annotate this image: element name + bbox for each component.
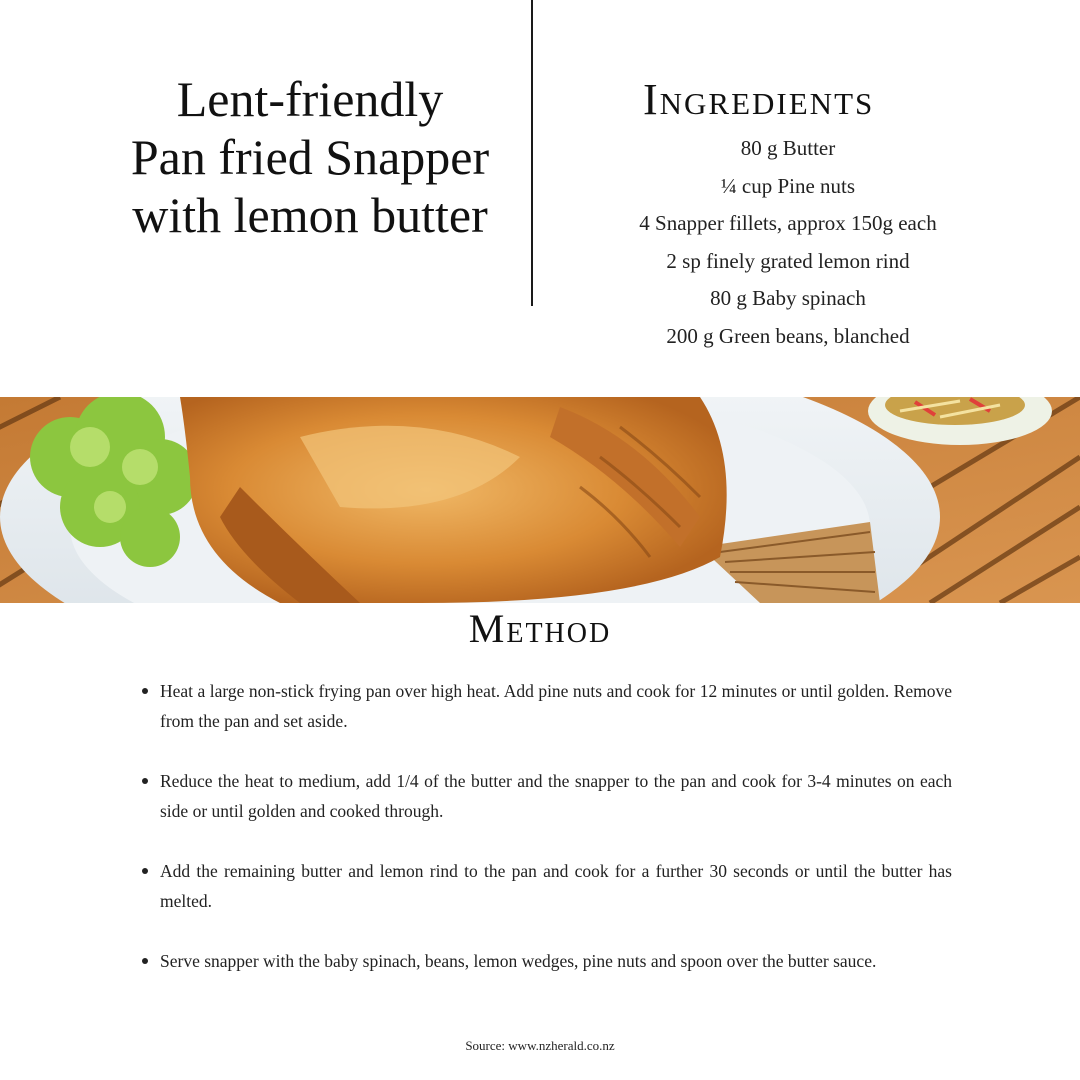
- ingredient-item: 80 g Baby spinach: [710, 286, 866, 311]
- vertical-divider: [531, 0, 533, 306]
- ingredient-item: ¼ cup Pine nuts: [720, 173, 856, 198]
- method-step: Reduce the heat to medium, add 1/4 of the butter and the snapper to the pan and cook for 3-4 minutes on each side or until golden and cooked through.: [160, 766, 952, 826]
- ingredient-item: 80 g Butter: [740, 136, 836, 160]
- method-steps-list: [160, 676, 952, 976]
- recipe-title: [60, 70, 560, 244]
- method-step: Add the remaining butter and lemon rind to the pan and cook for a further 30 seconds or until the butter has melted.: [160, 856, 952, 916]
- ingredient-item: 200 g Green beans, blanched: [666, 323, 910, 348]
- method-heading: Method: [468, 606, 612, 651]
- ingredients-heading: Ingredients: [643, 75, 875, 124]
- ingredient-item: 2 sp finely grated lemon rind: [666, 248, 910, 273]
- fried-snapper-photo: [0, 397, 1080, 603]
- method-step: Heat a large non-stick frying pan over high heat. Add pine nuts and cook for 12 minutes or until golden. Remove from the pan and set aside.: [160, 676, 952, 736]
- recipe-title-line-3: with lemon butter: [132, 187, 488, 243]
- ingredients-list: [588, 130, 988, 356]
- ingredient-item: 4 Snapper fillets, approx 150g each: [639, 211, 937, 236]
- method-step: Serve snapper with the baby spinach, beans, lemon wedges, pine nuts and spoon over the butter sauce.: [160, 946, 952, 976]
- recipe-title-line-1: Lent-friendly: [176, 71, 444, 127]
- source-credit: Source: www.nzherald.co.nz: [465, 1038, 615, 1053]
- recipe-title-line-2: Pan fried Snapper: [130, 129, 490, 185]
